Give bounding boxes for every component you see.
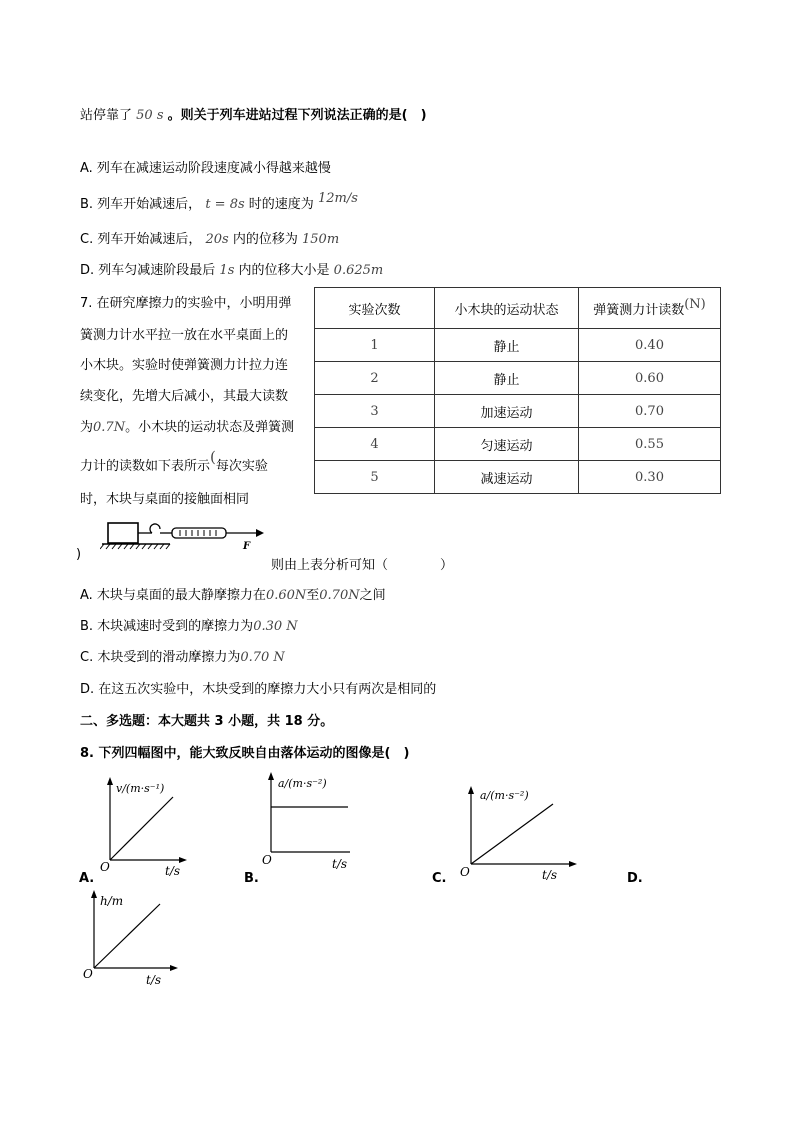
graph-c-ylabel: a/(m·s⁻²) <box>480 789 529 802</box>
friction-data-table <box>314 287 721 494</box>
graph-b-origin: O <box>262 853 272 867</box>
graph-c-origin: O <box>460 865 470 879</box>
q6-option-d <box>80 259 383 278</box>
table-cell: 3 <box>315 395 435 428</box>
q7-line-1: 7. 在研究摩擦力的实验中，小明用弹 <box>80 296 292 311</box>
q7-close-paren: ) <box>76 547 82 562</box>
graph-a <box>95 775 205 880</box>
graph-b <box>258 770 368 875</box>
table-cell: 1 <box>315 329 435 362</box>
q7-line-7: 时，木块与桌面的接触面相同 <box>80 492 250 507</box>
q6-option-b-math2: 12m/s <box>317 191 358 206</box>
q7-line-6: 力计的读数如下表所示(每次实验 <box>80 448 268 474</box>
table-header-row <box>315 288 721 329</box>
table-cell: 减速运动 <box>435 461 579 494</box>
q6-option-a-text: A. 列车在减速运动阶段速度减小得越来越慢 <box>80 161 331 176</box>
hook-icon <box>150 524 160 533</box>
graph-d <box>80 888 190 988</box>
q6-option-b-text-b: 时的速度为 <box>248 197 314 212</box>
wood-block <box>108 523 138 543</box>
graph-d-xlabel: t/s <box>146 973 162 987</box>
q6-option-c-math2: 150m <box>302 232 340 247</box>
q6-option-d-math1: 1s <box>219 263 235 278</box>
q7-option-c: C. 木块受到的滑动摩擦力为0.70 N <box>80 650 285 665</box>
graph-a-ylabel: v/(m·s⁻¹) <box>116 782 165 795</box>
table-row <box>315 428 721 461</box>
q8-stem: 8. 下列四幅图中，能大致反映自由落体运动的图像是( ) <box>80 746 410 761</box>
table-cell: 0.40 <box>579 329 721 362</box>
graph-a-origin: O <box>100 860 110 874</box>
graph-a-line <box>110 797 173 860</box>
graph-b-xlabel: t/s <box>332 857 348 871</box>
q6-stem <box>80 104 427 123</box>
table-cell: 加速运动 <box>435 395 579 428</box>
graph-d-ylabel: h/m <box>100 894 124 908</box>
q7-line-2: 簧测力计水平拉一放在水平桌面上的 <box>80 328 289 343</box>
table-row <box>315 395 721 428</box>
graph-c-line <box>471 804 553 864</box>
table-cell: 0.70 <box>579 395 721 428</box>
graph-b-ylabel: a/(m·s⁻²) <box>278 777 327 790</box>
table-row <box>315 461 721 494</box>
table-header: 实验次数 <box>315 288 435 329</box>
graph-c-xlabel: t/s <box>542 868 558 882</box>
table-cell: 静止 <box>435 362 579 395</box>
q6-stem-math: 50 s <box>136 108 164 123</box>
q6-option-c-math1: 20s <box>205 232 229 247</box>
table-cell: 5 <box>315 461 435 494</box>
graph-d-label: D. <box>627 871 643 886</box>
table-header: 弹簧测力计读数(N) <box>579 288 721 329</box>
table-cell: 0.30 <box>579 461 721 494</box>
q6-option-c <box>80 228 339 247</box>
table-cell: 静止 <box>435 329 579 362</box>
graph-c <box>455 782 580 882</box>
table-cell: 4 <box>315 428 435 461</box>
q6-option-d-text-a: D. 列车匀减速阶段最后 <box>80 263 216 278</box>
q6-stem-text-b: 。则关于列车进站过程下列说法正确的是( ) <box>167 108 427 123</box>
table-cell: 0.55 <box>579 428 721 461</box>
q6-option-d-text-b: 内的位移大小是 <box>238 263 330 278</box>
q7-line-4: 续变化，先增大后减小，其最大读数 <box>80 389 289 404</box>
force-arrow-icon <box>256 529 264 537</box>
force-label: F <box>243 541 251 552</box>
table-cell: 2 <box>315 362 435 395</box>
table-cell: 0.60 <box>579 362 721 395</box>
graph-a-xlabel: t/s <box>165 864 181 878</box>
q6-option-a <box>80 157 331 176</box>
q7-line-3: 小木块。实验时使弹簧测力计拉力连 <box>80 358 289 373</box>
graph-d-line <box>94 904 160 968</box>
q7-line-5: 为0.7N。小木块的运动状态及弹簧测 <box>80 420 295 435</box>
q7-option-a: A. 木块与桌面的最大静摩擦力在0.60N至0.70N之间 <box>80 588 386 603</box>
q7-max-reading: 0.7N <box>93 420 126 435</box>
section-heading: 二、多选题：本大题共 3 小题，共 18 分。 <box>80 714 334 729</box>
table-row <box>315 362 721 395</box>
q7-option-b: B. 木块减速时受到的摩擦力为0.30 N <box>80 619 298 634</box>
q6-option-c-text-a: C. 列车开始减速后， <box>80 232 202 247</box>
q6-stem-text-a: 站停靠了 <box>80 108 133 123</box>
graph-c-label: C. <box>432 871 447 886</box>
graph-a-label: A. <box>79 871 95 886</box>
q7-prompt: 则由上表分析可知（ ） <box>271 558 454 573</box>
q6-option-d-math2: 0.625m <box>333 263 384 278</box>
graph-b-label: B. <box>244 871 259 886</box>
q7-option-d: D. 在这五次实验中，木块受到的摩擦力大小只有两次是相同的 <box>80 682 437 697</box>
q6-option-b-math1: t = 8s <box>205 197 245 212</box>
q6-option-b <box>80 193 358 212</box>
table-row <box>315 329 721 362</box>
graph-d-origin: O <box>83 967 93 981</box>
q6-option-b-text-a: B. 列车开始减速后， <box>80 197 202 212</box>
q6-option-c-text-b: 内的位移为 <box>232 232 298 247</box>
spring-scale-figure <box>100 520 270 552</box>
table-cell: 匀速运动 <box>435 428 579 461</box>
table-header: 小木块的运动状态 <box>435 288 579 329</box>
